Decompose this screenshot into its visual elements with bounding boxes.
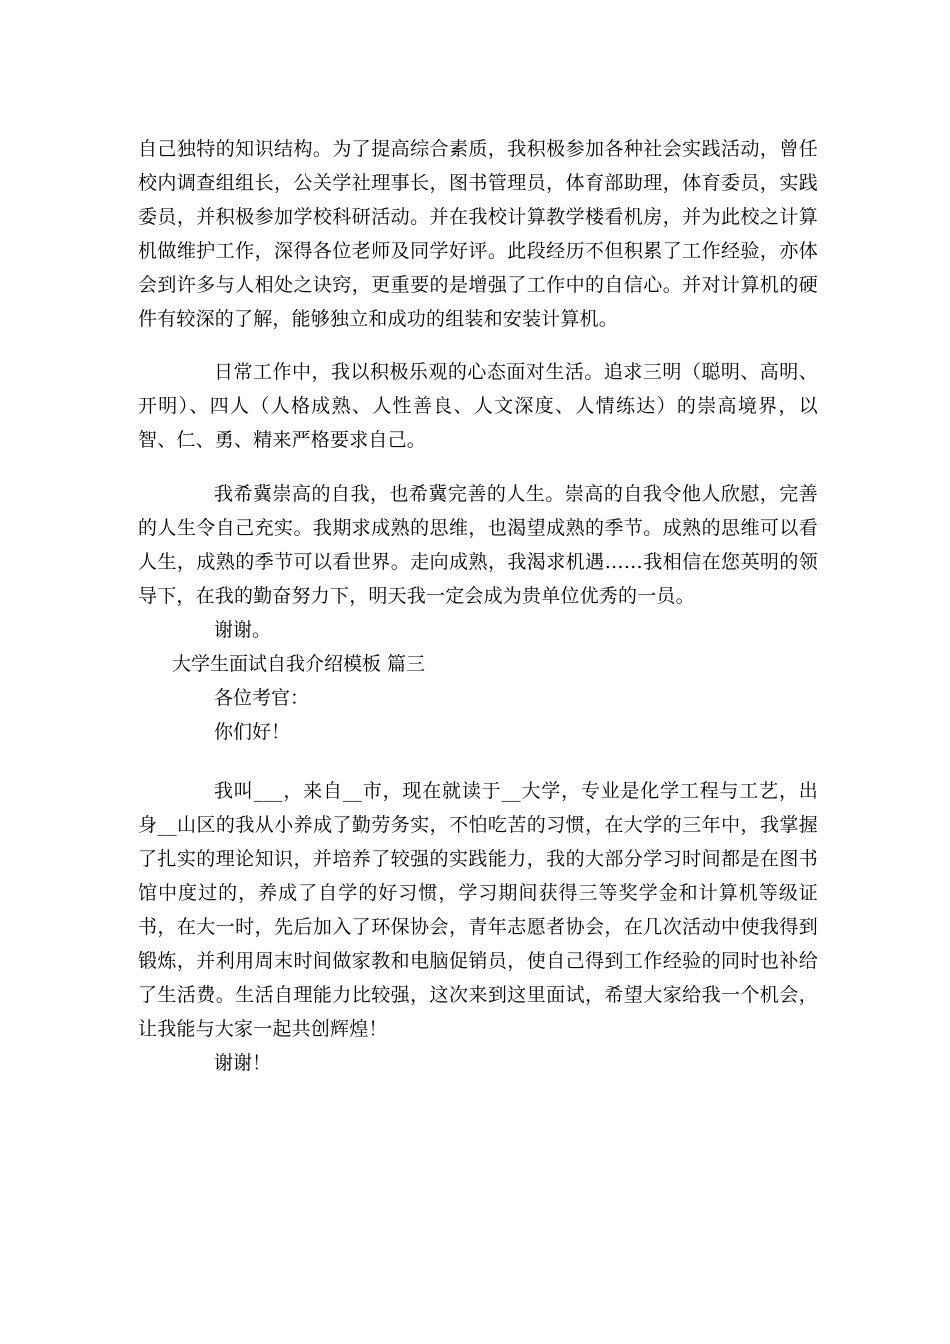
paragraph-greeting-examiners: 各位考官： [214, 687, 310, 709]
paragraph-aspiration: 我希冀崇高的自我，也希冀完善的人生。崇高的自我令他人欣慰，完善的人生令自己充实。我期求成熟的思维，也渴望成熟的季节。成熟的思维可以看人生，成熟的季节可以看世界。走向成熟，我渴求机遇……我相信在您英明的领导下，在我的勤奋努力下，明天我一定会成为贵单位优秀的一员。 [138, 483, 818, 607]
paragraph-thanks-1: 谢谢。 [214, 619, 272, 641]
paragraph-self-introduction: 我叫___，来自__市，现在就读于__大学，专业是化学工程与工艺，出身__山区的我从小养成了勤劳务实，不怕吃苦的习惯，在大学的三年中，我掌握了扎实的理论知识，并培养了较强的实践能力，我的大部分学习时间都是在图书馆中度过的，养成了自学的好习惯，学习期间获得三等奖学金和计算机等级证书，在大一时，先后加入了环保协会，青年志愿者协会，在几次活动中使我得到锻炼，并利用周末时间做家教和电脑促销员，使自己得到工作经验的同时也补给了生活费。生活自理能力比较强，这次来到这里面试，希望大家给我一个机会，让我能与大家一起共创辉煌！ [138, 780, 818, 1040]
section-heading: 大学生面试自我介绍模板 篇三 [172, 653, 426, 675]
document-body [138, 132, 818, 1080]
paragraph-daily-work: 日常工作中，我以积极乐观的心态面对生活。追求三明（聪明、高明、开明）、四人（人格成熟、人性善良、人文深度、人情练达）的崇高境界，以智、仁、勇、精来严格要求自己。 [138, 361, 818, 451]
paragraph-hello: 你们好！ [214, 721, 291, 743]
paragraph-thanks-2: 谢谢！ [214, 1052, 272, 1074]
paragraph-knowledge-structure: 自己独特的知识结构。为了提高综合素质，我积极参加各种社会实践活动，曾任校内调查组组长，公关学社理事长，图书管理员，体育部助理，体育委员，实践委员，并积极参加学校科研活动。并在我校计算教学楼看机房，并为此校之计算机做维护工作，深得各位老师及同学好评。此段经历不但积累了工作经验，亦体会到许多与人相处之诀窍，更重要的是增强了工作中的自信心。并对计算机的硬件有较深的了解，能够独立和成功的组装和安装计算机。 [138, 138, 818, 330]
